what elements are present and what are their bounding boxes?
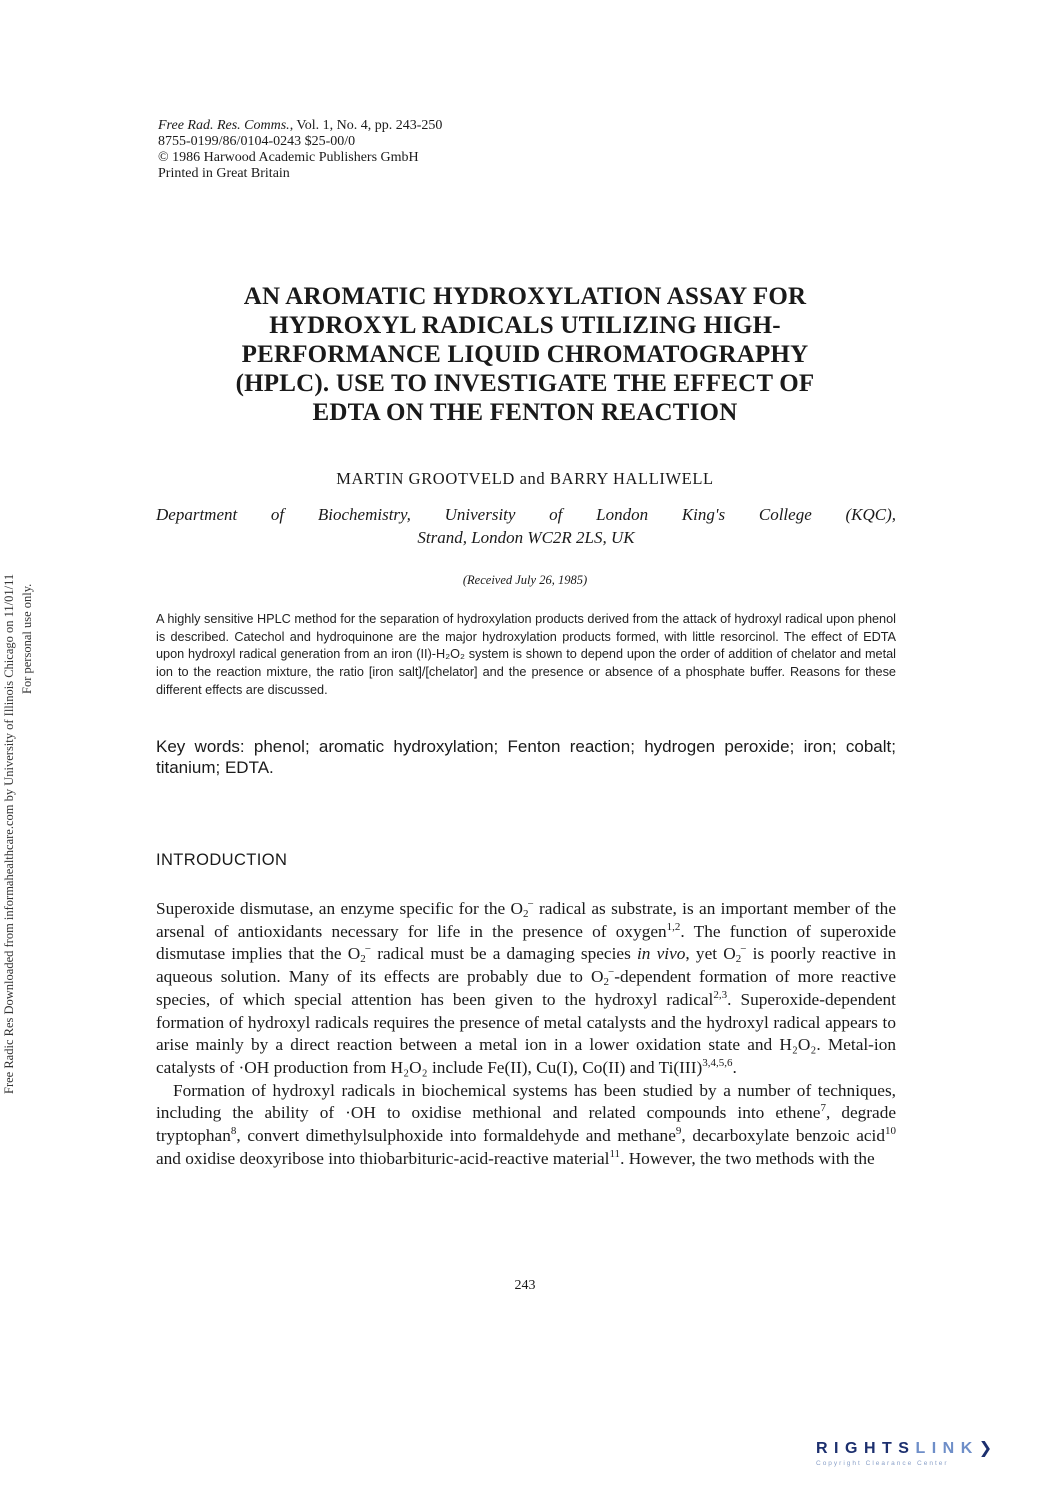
rightslink-logo[interactable] bbox=[816, 1438, 1026, 1478]
text-run: Superoxide dismutase, an enzyme specific for the O bbox=[156, 899, 523, 918]
side-watermark bbox=[0, 0, 34, 1094]
citation: 3,4,5,6 bbox=[702, 1056, 733, 1069]
text-run: . However, the two methods with the bbox=[620, 1148, 875, 1168]
affiliation-line: Strand, London WC2R 2LS, UK bbox=[417, 528, 635, 547]
journal-printed: Printed in Great Britain bbox=[158, 166, 290, 181]
logo-chevron-icon: ❯ bbox=[978, 1440, 993, 1457]
text-run: Formation of hydroxyl radicals in biochemical systems has been studied by a number of techniques, including the ability of ·OH to oxidise methional and related compounds into ethene bbox=[156, 1080, 896, 1123]
body-text bbox=[156, 898, 896, 1170]
title-line: HYDROXYL RADICALS UTILIZING HIGH- bbox=[269, 312, 781, 339]
citation: 7 bbox=[820, 1102, 826, 1115]
citation: 2,3 bbox=[713, 988, 728, 1001]
journal-copyright: © 1986 Harwood Academic Publishers GmbH bbox=[158, 150, 419, 165]
text-run: , convert dimethylsulphoxide into formaldehyde and methane bbox=[236, 1126, 676, 1146]
journal-citation bbox=[158, 118, 442, 134]
download-watermark: Free Radic Res Downloaded from informahealthcare.com by University of Illinois Chicago on 11/01/11 bbox=[2, 573, 16, 1094]
text-run: , degrade tryptophan bbox=[156, 1103, 897, 1146]
title-line: EDTA ON THE FENTON REACTION bbox=[312, 399, 738, 426]
text-run: radical as substrate, is an important member of the arsenal of antioxidants necessary for life in the presence of oxygen bbox=[156, 899, 896, 941]
journal-info bbox=[158, 118, 442, 182]
citation: 11 bbox=[609, 1147, 621, 1160]
citation: 10 bbox=[885, 1125, 896, 1138]
text-run: . Superoxide-dependent formation of hydroxyl radicals requires the presence of metal catalysts and the hydroxyl radical appears to arise mainly by a direct reaction between a metal ion in a lower oxidation state and H₂O₂. Metal-ion catalysts of ·OH production from H₂O₂ include Fe(II), Cu(I), Co(II) and Ti(III) bbox=[156, 989, 896, 1077]
text-run: is poorly reactive in aqueous solution. Many of its effects are probably due to O bbox=[156, 944, 896, 987]
authors: MARTIN GROOTVELD and BARRY HALLIWELL bbox=[336, 469, 714, 488]
logo-text-link: LINK bbox=[915, 1440, 979, 1457]
paragraph: Superoxide dismutase, an enzyme specific for the $O_2^-$ radical as substrate, is an important member of the arsenal of antioxidants necessary for life in the presence of oxygen$^{1,2}$. The function of superoxide dismutase implies that the $O_2^-$ radical must be a damaging species in vivo, yet $O_2^-$ is poorly reactive in aqueous solution. Many of its effects are probably due to $O_2^-$-dependent formation of more reactive species, of which special attention has been given to the hydroxyl radical$^{2,3}$. Superoxide-dependent formation of hydroxyl radicals requires the presence of metal catalysts and the hydroxyl radical appears to arise mainly by a direct reaction between a metal ion in a lower oxidation state and H₂O₂. Metal-ion catalysts of ·OH production from H₂O₂ include Fe(II), Cu(I), Co(II) and Ti(III)$^{3,4,5,6}$. bbox=[156, 898, 896, 1077]
title-line: (HPLC). USE TO INVESTIGATE THE EFFECT OF bbox=[235, 370, 815, 397]
text-run: , decarboxylate benzoic acid bbox=[681, 1126, 885, 1146]
paragraph bbox=[156, 1080, 896, 1171]
received-date: (Received July 26, 1985) bbox=[462, 573, 588, 587]
journal-title: Free Rad. Res. Comms. bbox=[158, 118, 290, 133]
title-line: PERFORMANCE LIQUID CHROMATOGRAPHY bbox=[241, 341, 809, 368]
text-run: radical must be a damaging species bbox=[371, 944, 637, 964]
text-run: in vivo bbox=[637, 944, 686, 964]
affiliation-line: Department of Biochemistry, University of London King's College (KQC), bbox=[156, 505, 896, 524]
text-run: . The function of superoxide dismutase implies that the O bbox=[156, 921, 896, 964]
text-run: and oxidise deoxyribose into thiobarbituric-acid-reactive material bbox=[156, 1148, 610, 1168]
text-run: , yet O bbox=[685, 944, 736, 964]
abstract: A highly sensitive HPLC method for the separation of hydroxylation products derived from the attack of hydroxyl radical upon phenol is described. Catechol and hydroquinone are the major hydroxylation products formed, with little resorcinol. The effect of EDTA upon hydroxyl radical generation from an iron (II)-H₂O₂ system is shown to depend upon the order of addition of chelator and metal ion to the reaction mixture, the ratio [iron salt]/[chelator] and the presence or absence of a phosphate buffer. Reasons for these different effects are discussed. bbox=[156, 612, 896, 697]
citation: 1,2 bbox=[666, 920, 681, 933]
section-heading: INTRODUCTION bbox=[156, 851, 288, 869]
journal-issn: 8755-0199/86/0104-0243 $25-00/0 bbox=[158, 134, 356, 149]
personal-use-watermark: For personal use only. bbox=[20, 583, 34, 694]
text-run: . bbox=[732, 1057, 737, 1077]
logo-subtitle: Copyright Clearance Center bbox=[816, 1460, 949, 1467]
logo-text-rights: RIGHTS bbox=[816, 1440, 916, 1457]
affiliation bbox=[156, 503, 896, 549]
citation: 9 bbox=[675, 1125, 682, 1138]
keywords: Key words: phenol; aromatic hydroxylation; Fenton reaction; hydrogen peroxide; iron; cobalt; titanium; EDTA. bbox=[156, 737, 896, 777]
journal-volume: , Vol. 1, No. 4, pp. 243-250 bbox=[289, 118, 443, 133]
page-number: 243 bbox=[514, 1278, 536, 1293]
citation: 8 bbox=[230, 1125, 237, 1138]
article-title bbox=[130, 282, 920, 427]
text-run: -dependent formation of more reactive species, of which special attention has been given to the hydroxyl radical bbox=[156, 967, 896, 1009]
title-line: AN AROMATIC HYDROXYLATION ASSAY FOR bbox=[243, 283, 807, 310]
